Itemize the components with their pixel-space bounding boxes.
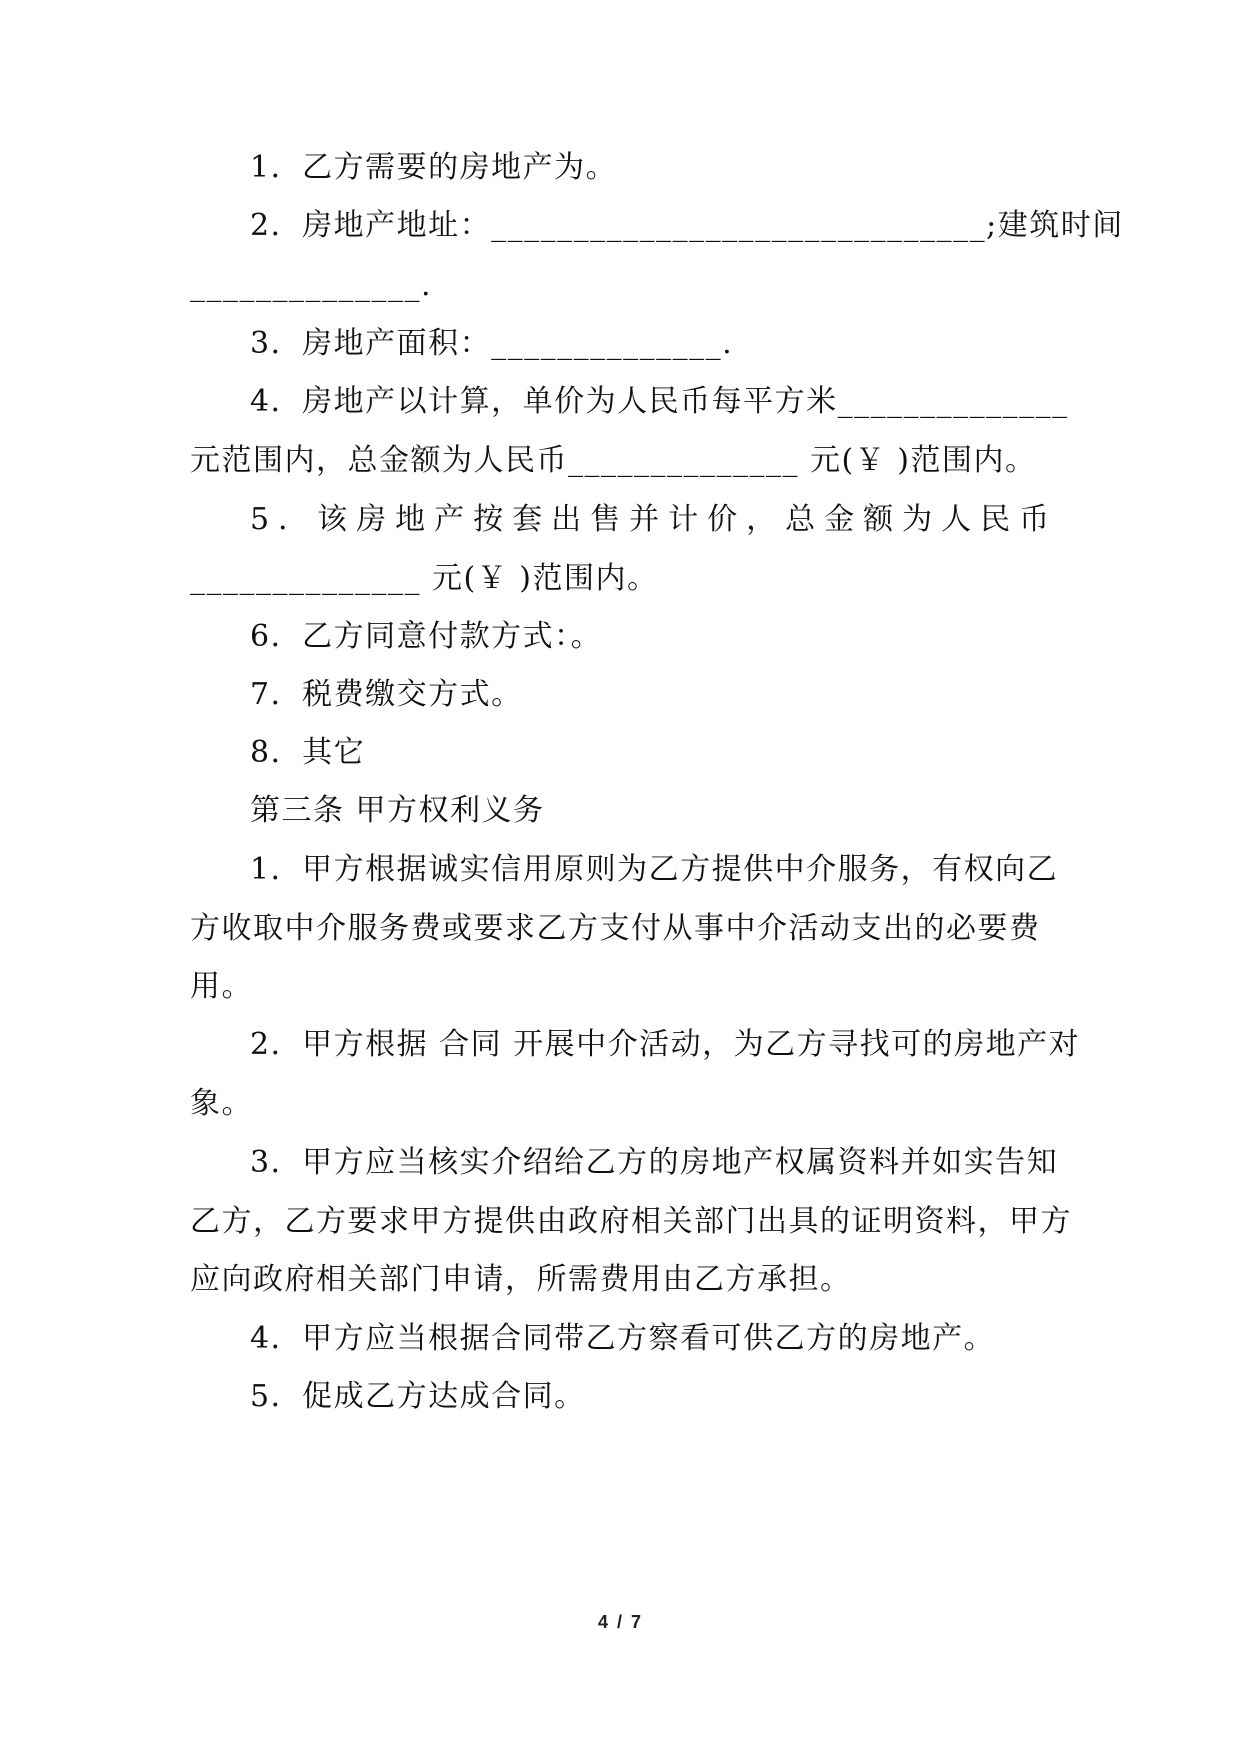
clause-3-item-4: 4．甲方应当根据合同带乙方察看可供乙方的房地产。	[250, 1321, 996, 1356]
clause-2-item-8: 8．其它	[250, 735, 366, 770]
clause-2-item-5-cont: ______________ 元(￥ )范围内。	[190, 561, 659, 596]
clause-2-item-1: 1．乙方需要的房地产为。	[250, 150, 618, 185]
clause-2-item-7: 7．税费缴交方式。	[250, 677, 523, 712]
clause-3-item-3-cont-2: 应向政府相关部门申请，所需费用由乙方承担。	[190, 1262, 852, 1297]
clause-3-heading: 第三条 甲方权利义务	[250, 793, 545, 828]
clause-3-item-1: 1．甲方根据诚实信用原则为乙方提供中介服务，有权向乙	[250, 852, 1059, 887]
page-number: 4 / 7	[597, 1612, 644, 1632]
clause-2-item-3: 3．房地产面积：______________.	[250, 326, 734, 361]
clause-2-item-2: 2．房地产地址：______________________________;建筑时间	[250, 208, 1124, 243]
clause-2-item-6: 6．乙方同意付款方式：。	[250, 619, 603, 654]
clause-2-item-2-cont: ______________.	[190, 268, 433, 303]
clause-3-item-1-cont-2: 用。	[190, 969, 253, 1004]
clause-3-item-5: 5．促成乙方达成合同。	[250, 1379, 586, 1414]
clause-2-item-4-cont: 元范围内，总金额为人民币______________ 元(￥ )范围内。	[190, 443, 1037, 478]
clause-2-item-4: 4．房地产以计算，单价为人民币每平方米______________	[250, 384, 1069, 419]
clause-3-item-2-cont: 象。	[190, 1086, 253, 1121]
clause-3-item-1-cont: 方收取中介服务费或要求乙方支付从事中介活动支出的必要费	[190, 911, 1041, 946]
clause-3-item-3: 3．甲方应当核实介绍给乙方的房地产权属资料并如实告知	[250, 1145, 1059, 1180]
clause-3-item-3-cont: 乙方，乙方要求甲方提供由政府相关部门出具的证明资料，甲方	[190, 1204, 1072, 1239]
clause-3-item-2: 2．甲方根据 合同 开展中介活动，为乙方寻找可的房地产对	[250, 1027, 1081, 1062]
clause-2-item-5: 5．该房地产按套出售并计价，总金额为人民币	[250, 502, 1059, 537]
